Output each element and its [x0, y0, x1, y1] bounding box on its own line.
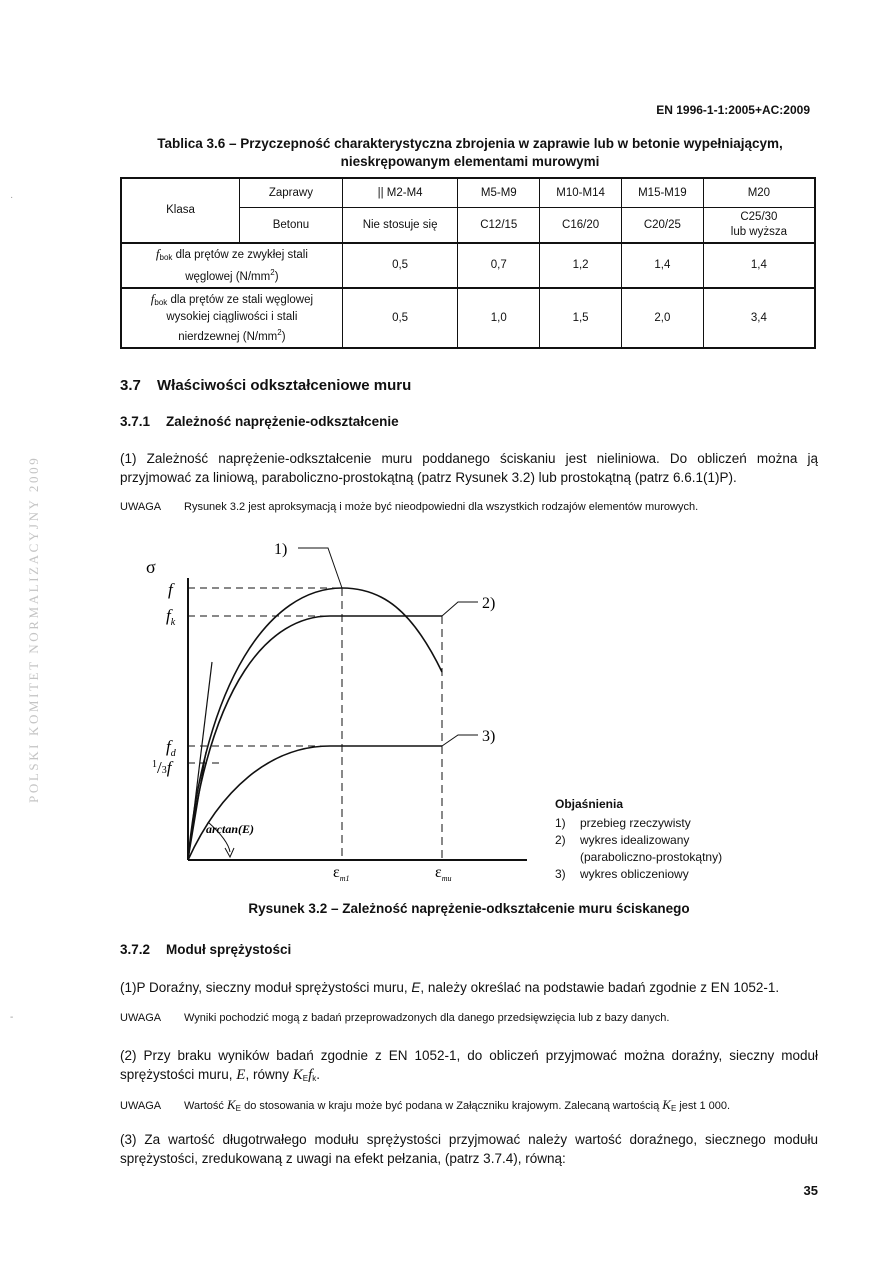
row-label-text: dla prętów ze zwykłej stali: [172, 249, 308, 261]
table-cell: M15-M19: [621, 178, 703, 208]
table-title-line2: nieskrępowanym elementami murowymi: [340, 154, 600, 169]
text: (1)P Doraźny, sieczny moduł sprężystości muru,: [120, 980, 412, 995]
note: [120, 1011, 818, 1026]
concrete-class-extra: lub wyższa: [730, 226, 788, 238]
fk-label: $f_k$: [166, 606, 176, 628]
symbol-K: K: [292, 1067, 303, 1083]
leader-1: [298, 548, 342, 588]
note-text: jest 1 000.: [676, 1100, 731, 1112]
figure-legend: [555, 796, 740, 883]
arctan-label: arctan(E): [206, 822, 254, 836]
legend-item: [555, 815, 740, 832]
superscript: 2: [270, 268, 275, 277]
note: [120, 500, 818, 515]
page-number: 35: [803, 1183, 818, 1198]
tangent-line: [188, 752, 206, 860]
legend-text: wykres obliczeniowy: [580, 867, 689, 881]
row-label-text: nierdzewnej (N/mm: [178, 331, 278, 343]
row-label: [121, 243, 342, 288]
table-cell: || M2-M4: [342, 178, 458, 208]
table-cell: 2,0: [621, 288, 703, 348]
subscript: E: [235, 1104, 242, 1113]
margin-mark: ·: [10, 192, 14, 203]
label-1: 1): [274, 541, 288, 558]
eps-mu-label: $\varepsilon_{mu}$: [435, 864, 452, 883]
note-text: Rysunek 3.2 jest aproksymacją i może być nieodpowiedni dla wszystkich rodzajów elementów murowych.: [184, 501, 699, 513]
curve-actual: [188, 588, 442, 860]
subscript: E: [670, 1104, 677, 1113]
table-row: [121, 288, 815, 348]
standard-header: EN 1996-1-1:2005+AC:2009: [656, 103, 810, 117]
table-cell: 0,5: [342, 243, 458, 288]
fbok-symbol: f: [155, 246, 160, 261]
note: [120, 1097, 818, 1116]
text: .: [316, 1067, 321, 1082]
concrete-class: C25/30: [740, 211, 778, 223]
legend-item: [555, 832, 740, 866]
fd-label: $f_d$: [166, 737, 176, 759]
section-number: 3.7.1: [120, 414, 151, 429]
legend-item: [555, 866, 740, 883]
margin-mark: -: [10, 1012, 14, 1023]
symbol-E: E: [411, 980, 421, 995]
section-heading-3-7-2: [120, 942, 291, 957]
fbok-subscript: bok: [159, 253, 173, 262]
table-row: [121, 243, 815, 288]
watermark: POLSKI KOMITET NORMALIZACYJNY 2009: [26, 455, 41, 803]
symbol-E: E: [236, 1067, 246, 1083]
fbok-subscript: bok: [154, 298, 168, 307]
symbol-K: K: [662, 1097, 671, 1112]
note-text: do stosowania w kraju może być podana w Załączniku krajowym. Zalecaną wartością: [241, 1100, 663, 1112]
text: (2) Przy braku wyników badań zgodnie z EN 1052-1, do obliczeń przyjmować można doraźny, sieczny moduł sprężystości muru,: [120, 1048, 818, 1082]
paragraph: (3) Za wartość długotrwałego modułu sprężystości przyjmować należy wartość doraźnego, siecznego modułu sprężystości, zredukowaną z uwagi na efekt pełzania, (patrz 3.7.4), równą:: [120, 1132, 818, 1166]
klasa-cell: Klasa: [121, 178, 240, 243]
section-title: Zależność naprężenie-odkształcenie: [166, 414, 399, 429]
legend-num: 1): [555, 816, 566, 830]
leader-2: [442, 602, 478, 616]
text: , należy określać na podstawie badań zgodnie z EN 1052-1.: [420, 980, 780, 995]
figure-caption: Rysunek 3.2 – Zależność naprężenie-odkształcenie muru ściskanego: [248, 901, 690, 916]
table-cell: C12/15: [458, 208, 540, 244]
section-heading-3-7-1: [120, 414, 399, 429]
row-label-text: węglowej (N/mm: [185, 271, 271, 283]
text: , równy: [245, 1067, 293, 1082]
table-title: [110, 135, 830, 171]
paragraph: [120, 978, 818, 997]
row-label-text: ): [281, 331, 286, 343]
row-label-text: dla prętów ze stali węglowej: [167, 294, 314, 306]
row-label-text: ): [274, 271, 279, 283]
note-text: Wartość: [184, 1100, 227, 1112]
table-cell: 1,4: [621, 243, 703, 288]
table-title-line1: Tablica 3.6 – Przyczepność charakterystyczna zbrojenia w zaprawie lub w betonie wypełniającym,: [157, 136, 783, 151]
table-cell: 1,5: [540, 288, 622, 348]
legend-text: przebieg rzeczywisty: [580, 816, 691, 830]
table-cell: M5-M9: [458, 178, 540, 208]
table-cell: M20: [703, 178, 815, 208]
stress-strain-figure: [120, 530, 550, 890]
note-text: Wyniki pochodzić mogą z badań przeprowadzonych dla danego przedsięwzięcia lub z bazy danych.: [184, 1012, 670, 1024]
table-cell: 0,5: [342, 288, 458, 348]
table-cell: 1,2: [540, 243, 622, 288]
section-number: 3.7: [120, 377, 141, 394]
note-tag: UWAGA: [120, 501, 162, 513]
paragraph: [120, 1046, 818, 1088]
section-heading-3-7: [120, 377, 411, 394]
eps-m1-label: $\varepsilon_{m1}$: [333, 864, 350, 883]
row-label: [121, 288, 342, 348]
section-number: 3.7.2: [120, 942, 151, 957]
betonu-cell: Betonu: [240, 208, 343, 244]
note-tag: UWAGA: [120, 1012, 162, 1024]
superscript: 2: [277, 328, 282, 337]
f-label: f: [168, 580, 173, 599]
subscript: E: [302, 1074, 309, 1083]
section-title: Właściwości odkształceniowe muru: [157, 377, 412, 394]
section-title: Moduł sprężystości: [166, 942, 292, 957]
third-f-label: $^1$/3f: [152, 758, 172, 777]
legend-num: 3): [555, 867, 566, 881]
leader-3: [442, 735, 478, 746]
paragraph: (1) Zależność naprężenie-odkształcenie muru poddanego ściskaniu jest nieliniowa. Do obliczeń można ją przyjmować za liniową, paraboliczno-prostokątną (patrz Rysunek 3.2) lub prostokątną (patrz 6.6.1(1)P).: [120, 451, 818, 485]
symbol-K: K: [227, 1097, 236, 1112]
label-3: 3): [482, 728, 496, 745]
legend-title: Objaśnienia: [555, 797, 624, 811]
table-cell: 0,7: [458, 243, 540, 288]
table-cell: 1,4: [703, 243, 815, 288]
table-cell: 1,0: [458, 288, 540, 348]
legend-num: 2): [555, 833, 566, 847]
sigma-label: σ: [146, 557, 156, 577]
table-cell: M10-M14: [540, 178, 622, 208]
table-cell: 3,4: [703, 288, 815, 348]
label-2: 2): [482, 595, 496, 612]
row-label-text: wysokiej ciągliwości i stali: [166, 311, 298, 323]
symbol-f: f: [308, 1067, 313, 1083]
table-cell: Nie stosuje się: [342, 208, 458, 244]
bond-strength-table: [120, 177, 816, 349]
table-cell: [703, 208, 815, 244]
note-tag: UWAGA: [120, 1100, 162, 1112]
table-cell: C20/25: [621, 208, 703, 244]
fbok-symbol: f: [150, 291, 155, 306]
legend-text: wykres idealizowany (paraboliczno-prostokątny): [580, 833, 723, 864]
table-cell: C16/20: [540, 208, 622, 244]
subscript: k: [312, 1074, 317, 1083]
table-row: [121, 178, 815, 208]
zaprawy-cell: Zaprawy: [240, 178, 343, 208]
